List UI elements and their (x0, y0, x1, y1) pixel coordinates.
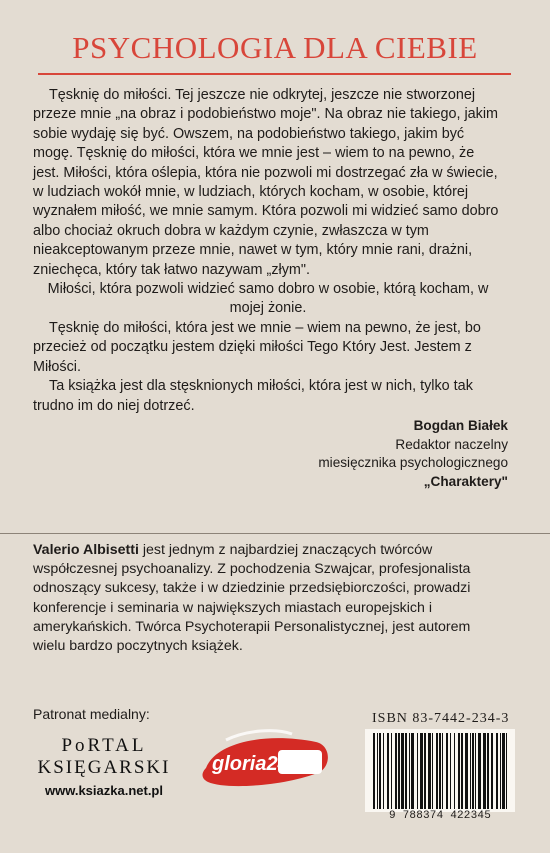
barcode-bar (496, 733, 498, 809)
barcode-bar (506, 733, 507, 809)
barcode-bar (432, 733, 433, 809)
gloria24-logo (196, 728, 334, 790)
section-divider (0, 533, 550, 534)
barcode-bar (472, 733, 474, 809)
portal-ksiegarski-logo (34, 735, 174, 798)
cover-blurb (33, 86, 503, 416)
signature-magazine: „Charaktery" (423, 473, 508, 489)
blurb-paragraph-4: Ta książka jest dla stęsknionych miłości, która jest w nich, tylko tak trudno im do niej dotrzeć. (33, 378, 473, 414)
signature-name: Bogdan Białek (413, 418, 508, 433)
gloria24-wordmark: gloria24.pl (212, 753, 313, 775)
barcode-bar (446, 733, 448, 809)
blurb-signature (318, 417, 508, 491)
barcode-graphic (365, 729, 515, 812)
blurb-paragraph-2: Miłości, która pozwoli widzieć samo dobro w osobie, którą kocham, w mojej żonie. (47, 281, 489, 317)
ean-digits: 9 788374 422345 (388, 810, 492, 822)
media-patronage-label: Patronat medialny: (33, 706, 150, 722)
barcode-bar (439, 733, 441, 809)
barcode-bar (401, 733, 404, 809)
blurb-paragraph-3: Tęsknię do miłości, która jest we mnie – wiem na pewno, że jest, bo przecież od początku jestem dzięki miłości Tego Który Jest. Jestem z Miłości. (33, 319, 481, 375)
barcode-bar (491, 733, 493, 809)
barcode-bar (478, 733, 481, 809)
barcode-bar (450, 733, 451, 809)
portal-url: www.ksiazka.net.pl (44, 783, 163, 798)
barcode-bar (379, 733, 381, 809)
barcode-bar (395, 733, 397, 809)
barcode-bar (424, 733, 426, 809)
portal-logo-line2: KSIĘGARSKI (37, 757, 171, 778)
barcode-bar (391, 733, 392, 809)
barcode-bar (454, 733, 455, 809)
barcode-bar (377, 733, 378, 809)
barcode-bar (470, 733, 471, 809)
barcode-bar (483, 733, 486, 809)
barcode-bar (387, 733, 389, 809)
author-name: Valerio Albisetti (33, 542, 139, 558)
barcode-bar (420, 733, 423, 809)
barcode-bar (411, 733, 414, 809)
title-underline (38, 73, 511, 75)
series-title: PSYCHOLOGIA DLA CIEBIE (72, 30, 478, 65)
signature-role-2: miesięcznika psychologicznego (318, 455, 508, 470)
portal-logo-line1: PoRTAL (61, 735, 147, 756)
barcode-bar (461, 733, 463, 809)
barcode-bar (417, 733, 418, 809)
barcode-bar (458, 733, 460, 809)
barcode-bar (383, 733, 384, 809)
barcode-bar (487, 733, 489, 809)
ean-barcode (365, 729, 515, 812)
gloria24-logo-graphic (196, 728, 334, 790)
barcode-bar (442, 733, 443, 809)
barcode-bar (475, 733, 476, 809)
author-bio (33, 541, 503, 656)
barcode-bar (436, 733, 438, 809)
barcode-bar (398, 733, 400, 809)
barcode-bar (500, 733, 501, 809)
barcode-bar (428, 733, 431, 809)
barcode-bar (465, 733, 468, 809)
barcode-bar (405, 733, 407, 809)
barcode-bar (502, 733, 505, 809)
signature-role: Redaktor naczelny (395, 436, 508, 452)
barcode-bar (409, 733, 410, 809)
barcode-bar (373, 733, 375, 809)
blurb-paragraph-1: Tęsknię do miłości. Tej jeszcze nie odkrytej, jeszcze nie stworzonej przeze mnie „na obraz i podobieństwo moje". Na obraz nie takiego, jakim sobie wydaję się być. Owszem, na podobieństwo takiego, jakim być mogę. Tęsknię do miłości, która we mnie jest – wiem to na pewno, że jest. Miłości, która oślepia, która nie pozwoli mi dostrzegać zła w świecie, w ludziach wokół mnie, w ludziach, których kocham, w osobie, której wyznałem miłość, we mnie samym. Która pozwoli mi widzieć samo dobro albo chociaż okruch dobra w każdym czynie, zwłaszcza w tym nieakceptowanym przeze mnie, nawet w tym, który mnie rani, drażni, zniechęca, który tak łatwo nazywam „złym". (33, 87, 499, 278)
isbn-number: ISBN 83-7442-234-3 (372, 711, 510, 726)
author-bio-text: jest jednym z najbardziej znaczących twórców współczesnej psychoanalizy. Z pochodzenia Szwajcar, profesjonalista odnoszący sukcesy, także i w dziedzinie przedsiębiorczości, prowadzi konferencje i seminaria w największych miastach europejskich i amerykańskich. Twórca Psychoterapii Personalistycznej, jest autorem wielu bardzo poczytnych książek. (33, 542, 471, 655)
